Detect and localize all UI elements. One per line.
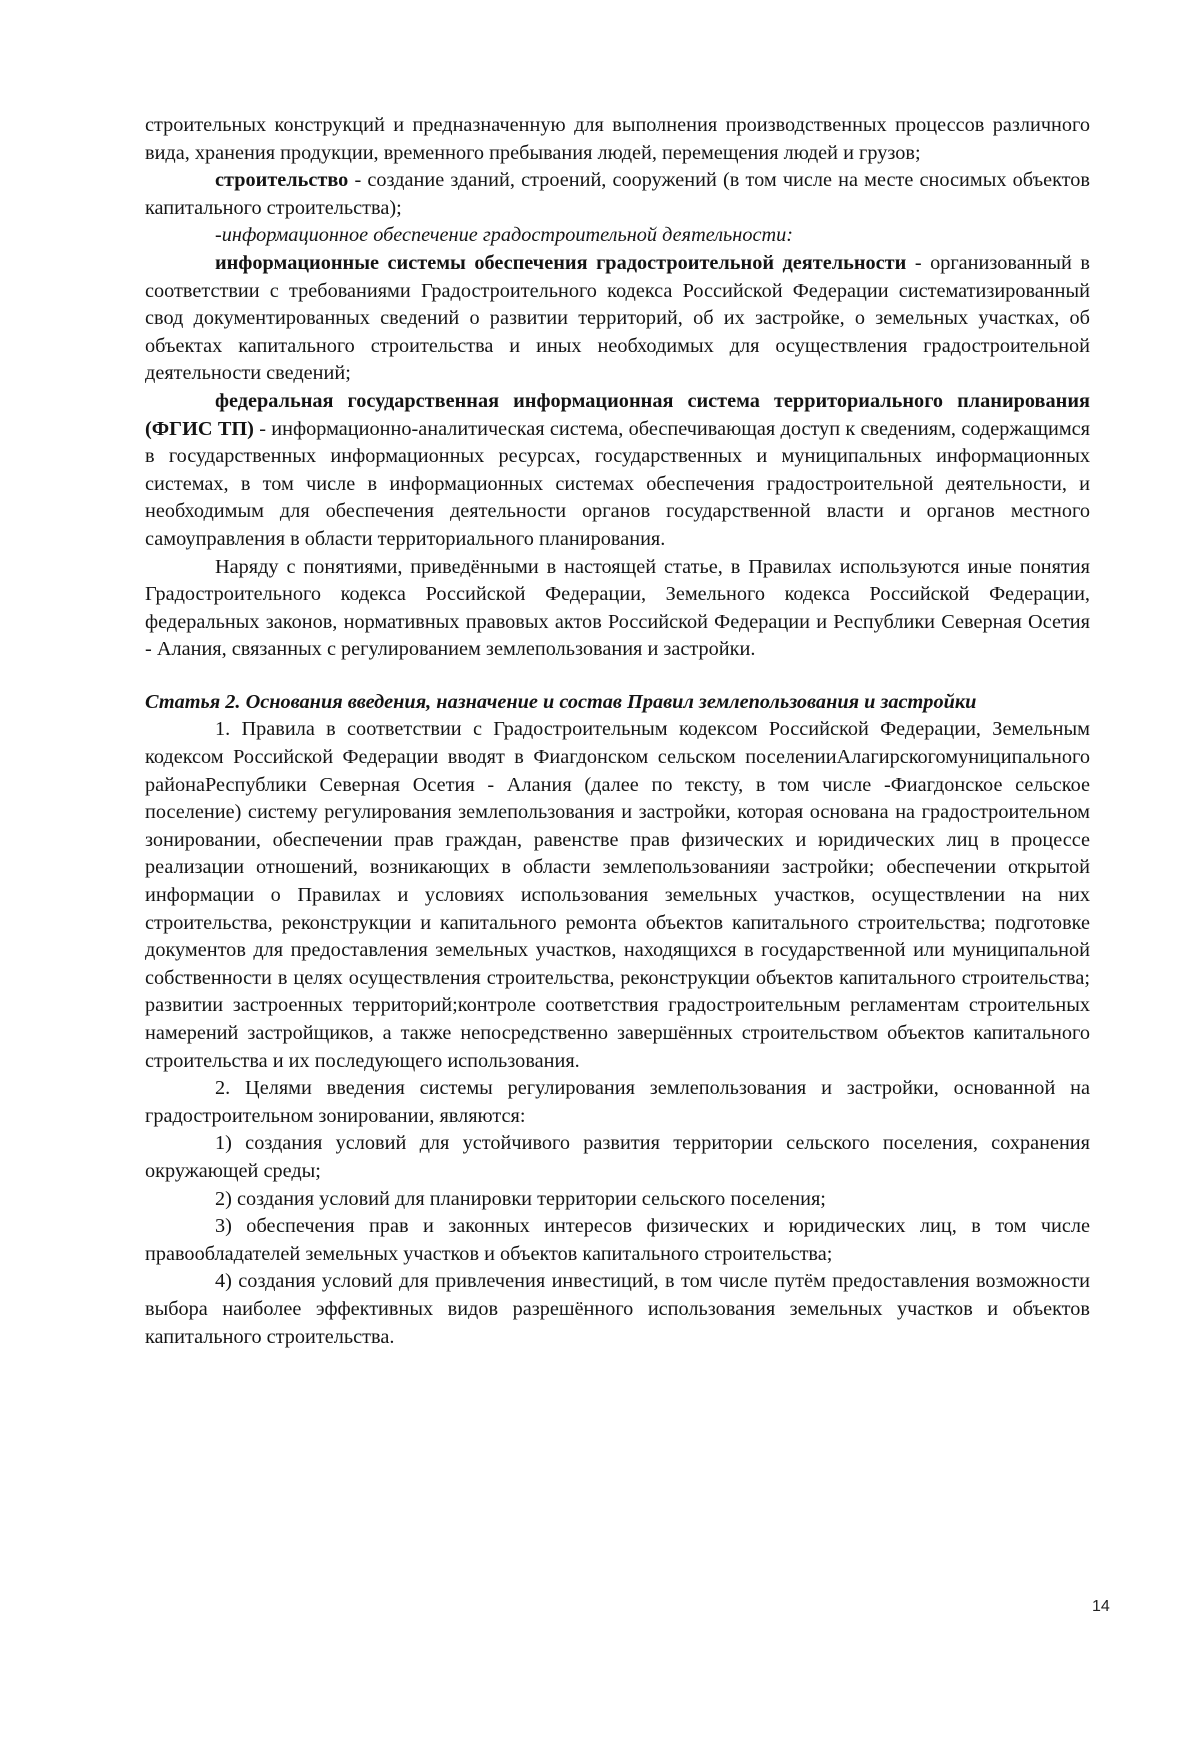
article-2-paragraph-2: 2. Целями введения системы регулирования землепользования и застройки, основанной на градостроительном зонировании, являются: (145, 1077, 1090, 1127)
paragraph-other-concepts: Наряду с понятиями, приведёнными в настоящей статье, в Правилах используются иные понятия Градостроительного кодекса Российской Федерации, Земельного кодекса Российской Федерации, федеральных законов, нормативных правовых актов Российской Федерации и Республики Северная Осетия - Алания, связанных с регулированием землепользования и застройки. (145, 555, 1090, 661)
goal-item-4: 4) создания условий для привлечения инвестиций, в том числе путём предоставления возможности выбора наиболее эффективных видов разрешённого использования земельных участков и объектов капитального строительства. (145, 1270, 1090, 1348)
definition-fgis (145, 388, 1090, 554)
article-2-paragraph-1: 1. Правила в соответствии с Градостроительным кодексом Российской Федерации, Земельным кодексом Российской Федерации вводят в Фиагдонском сельском поселенииАлагирскогомуниципального районаРеспублики Северная Осетия - Алания (далее по тексту, в том числе -Фиагдонское сельское поселение) систему регулирования землепользования и застройки, которая основана на градостроительном зонировании, обеспечении прав граждан, равенстве прав физических и юридических лиц в процессе реализации отношений, возникающих в области землепользованияи застройки; обеспечении открытой информации о Правилах и условиях использования земельных участков, осуществлении на них строительства, реконструкции и капитального ремонта объектов капитального строительства; подготовке документов для предоставления земельных участков, находящихся в государственной или муниципальной собственности в целях осуществления строительства, реконструкции объектов капитального строительства; развитии застроенных территорий;контроле соответствия градостроительным регламентам строительных намерений застройщиков, а также непосредственно завершённых строительством объектов капитального строительства и их последующего использования. (145, 718, 1090, 1072)
subheading-info-support: -информационное обеспечение градостроительной деятельности: (215, 224, 794, 247)
definition-text-isogd: - организованный в соответствии с требованиями Градостроительного кодекса Российской Федерации систематизированный свод документированных сведений о развитии территорий, об их застройке, о земельных участках, об объектах капитального строительства и иных необходимых для осуществления градостроительной деятельности сведений; (145, 251, 1090, 385)
paragraph-buildings-tail: строительных конструкций и предназначенную для выполнения производственных процессов различного вида, хранения продукции, временного пребывания людей, перемещения людей и грузов; (145, 114, 1090, 164)
definition-text-fgis: - информационно-аналитическая система, обеспечивающая доступ к сведениям, содержащимся в государственных информационных ресурсах, государственных и муниципальных информационных системах, в том числе в информационных системах обеспечения градостроительной деятельности, и необходимым для обеспечения деятельности органов государственной власти и органов местного самоуправления в области территориального планирования. (145, 417, 1090, 550)
term-fgis: федеральная государственная информационная система территориального планирования (ФГИС ТП) (145, 389, 1090, 440)
term-construction: строительство (215, 169, 349, 192)
definition-text-construction: - создание зданий, строений, сооружений (в том числе на месте сносимых объектов капитального строительства); (145, 169, 1090, 219)
term-isogd: информационные системы обеспечения градостроительной деятельности (215, 251, 907, 274)
article-2-title: Статья 2. Основания введения, назначение и состав Правил землепользования и застройки (145, 690, 977, 713)
definition-isogd (145, 250, 1090, 388)
definition-construction (145, 167, 1090, 222)
goal-item-1: 1) создания условий для устойчивого развития территории сельского поселения, сохранения окружающей среды; (145, 1132, 1090, 1182)
page-number: 14 (1092, 1598, 1110, 1615)
goal-item-2: 2) создания условий для планировки территории сельского поселения; (215, 1187, 826, 1210)
goal-item-3: 3) обеспечения прав и законных интересов физических и юридических лиц, в том числе правообладателей земельных участков и объектов капитального строительства; (145, 1215, 1090, 1265)
